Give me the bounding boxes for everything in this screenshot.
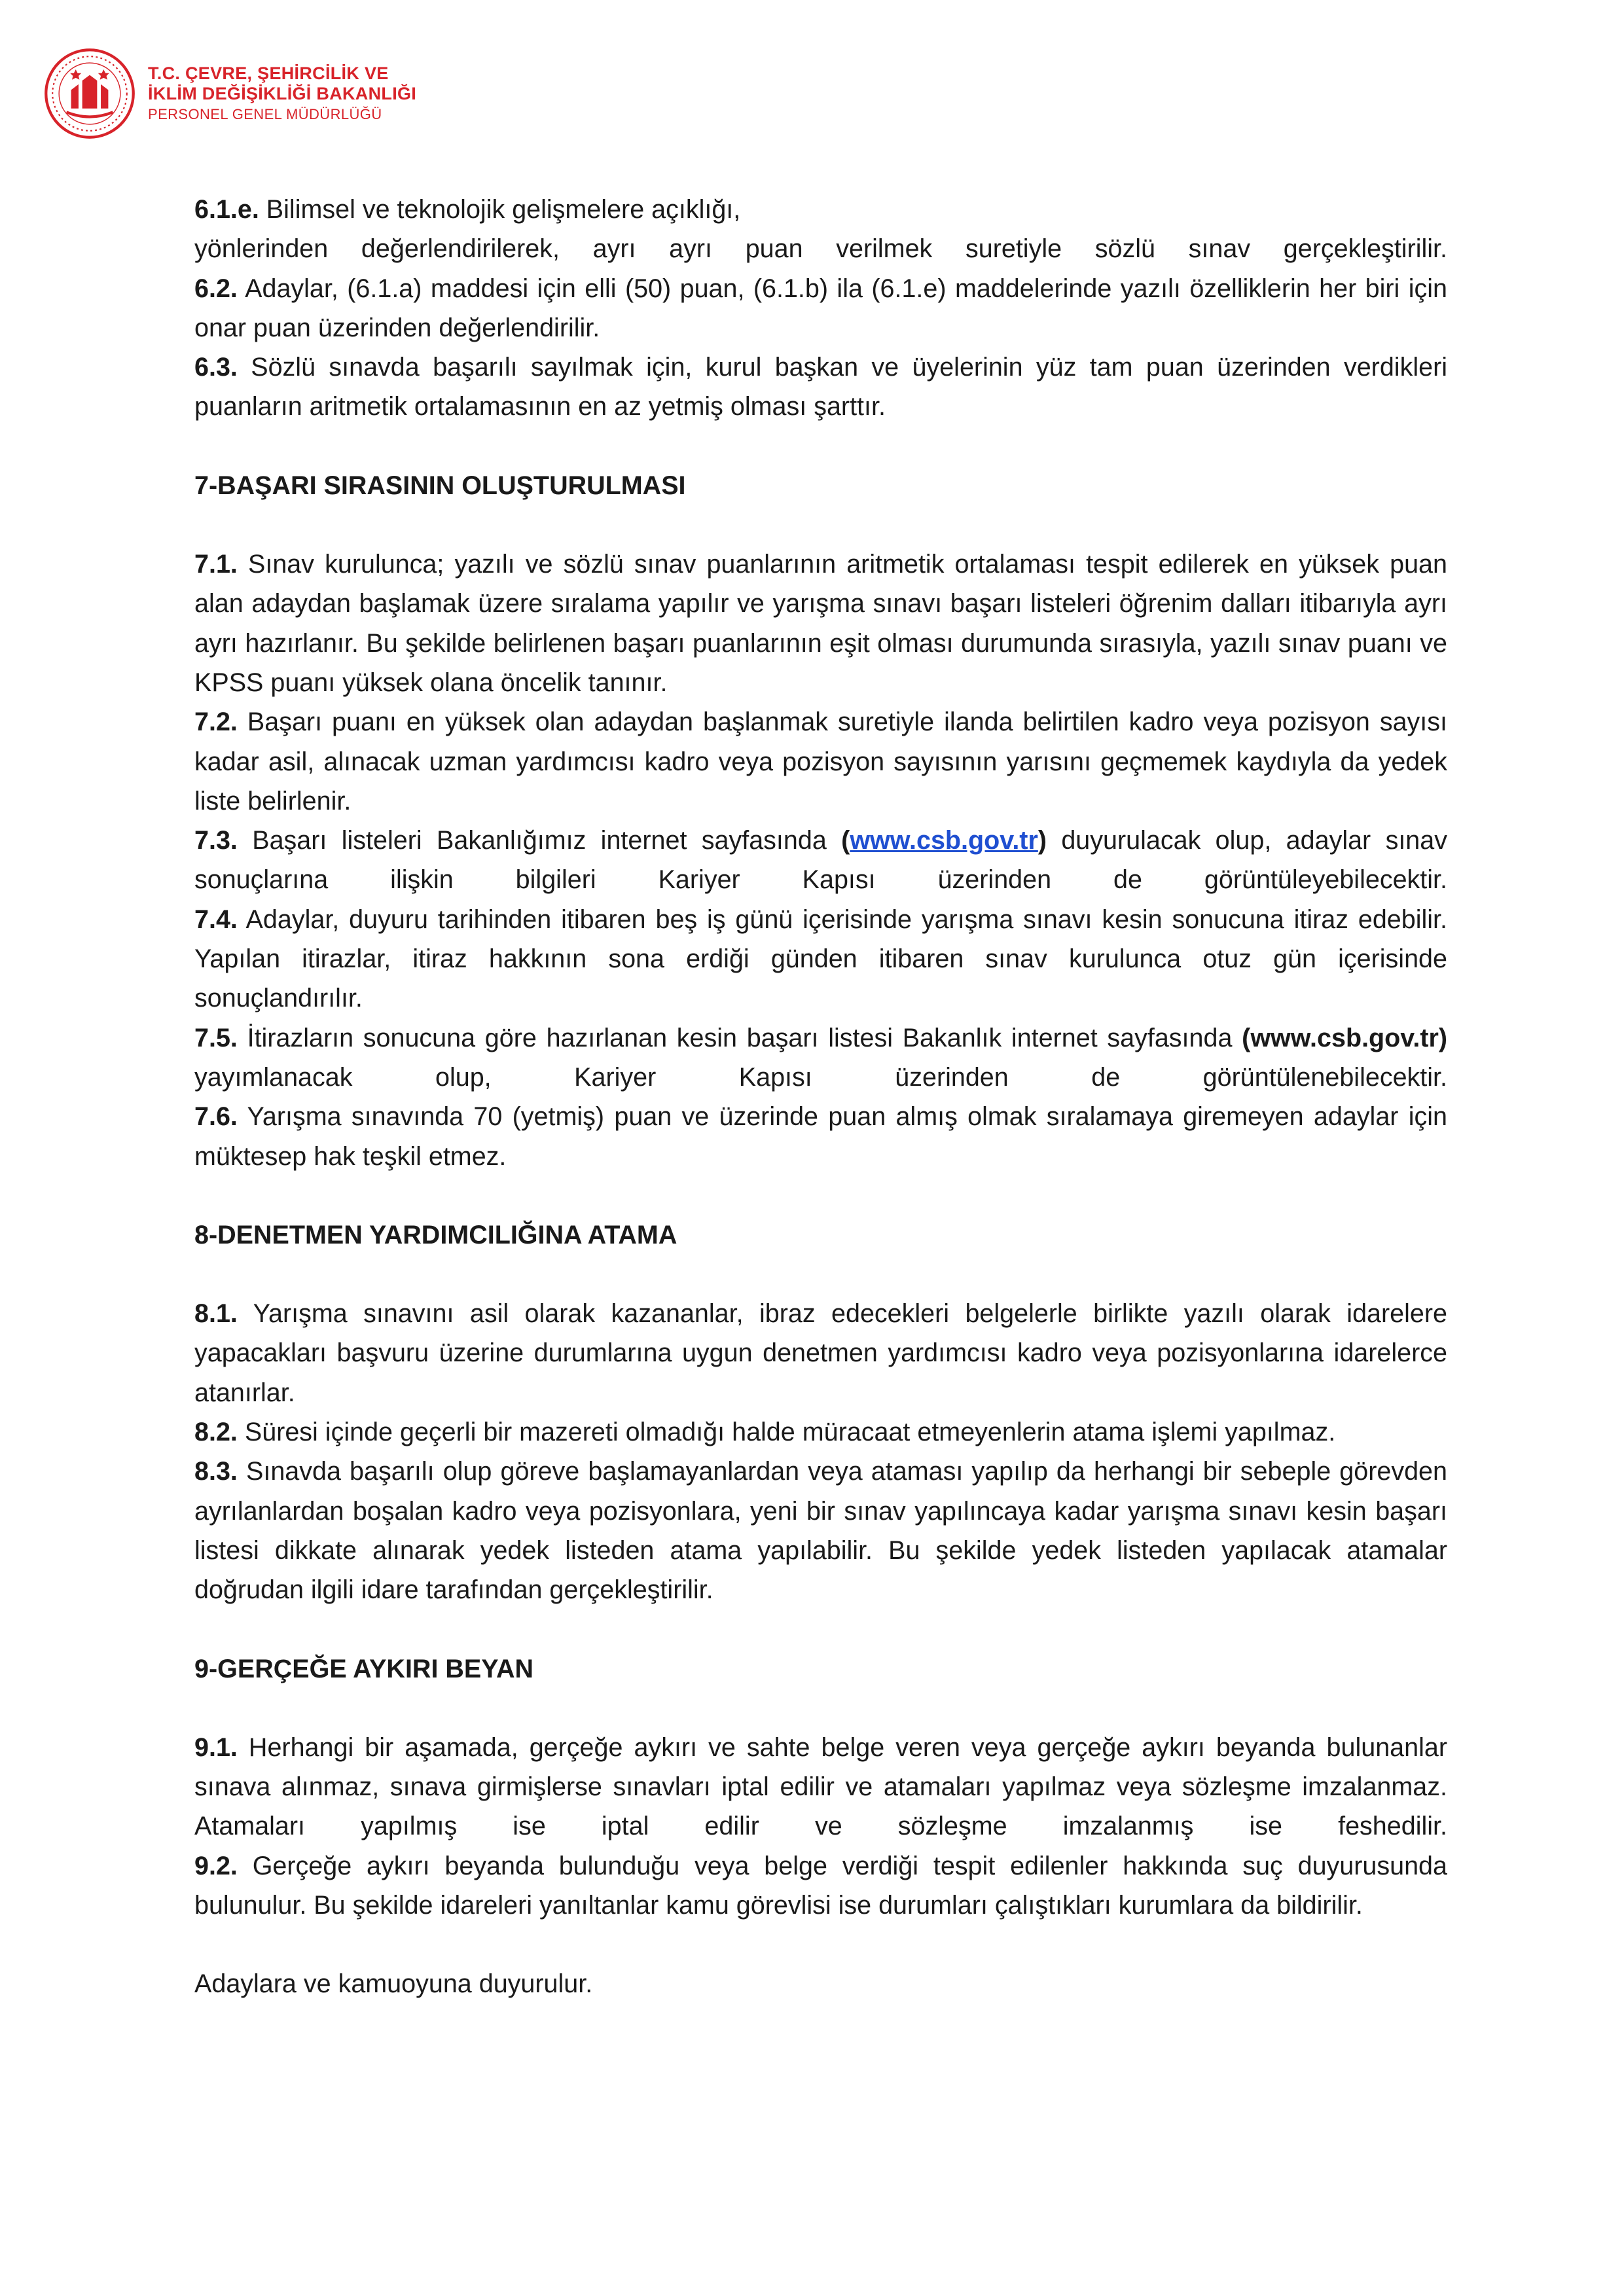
- paragraph-8-2: [194, 1412, 1447, 1452]
- clause-number: 6.1.e.: [194, 195, 259, 224]
- paren-open: (: [841, 826, 850, 855]
- clause-text: Sınav kurulunca; yazılı ve sözlü sınav puanlarının aritmetik ortalaması tespit edilerek en yüksek puan alan adaydan başlamak üzere sıralama yapılır ve yarışma sınavı başarı listeleri öğrenim dalları itibarıyla ayrı ayrı hazırlanır. Bu şekilde belirlenen başarı puanlarının eşit olması durumunda sırasıyla, yazılı sınav puanı ve KPSS puanı yüksek olana öncelik tanınır.: [194, 550, 1447, 697]
- clause-number: 7.5.: [194, 1023, 238, 1052]
- section-heading-9: 9-GERÇEĞE AYKIRI BEYAN: [194, 1654, 534, 1683]
- clause-number: 7.3.: [194, 826, 238, 855]
- paragraph-7-5: [194, 1018, 1447, 1098]
- document-body: [194, 190, 1447, 2004]
- clause-number: 7.2.: [194, 708, 238, 737]
- clause-number: 8.3.: [194, 1457, 238, 1486]
- clause-text: Adaylar, (6.1.a) maddesi için elli (50) puan, (6.1.b) ila (6.1.e) maddelerinde yazılı özelliklerin her biri için onar puan üzerinden değerlendirilir.: [194, 274, 1447, 342]
- clause-text: Sınavda başarılı olup göreve başlamayanlardan veya ataması yapılıp da herhangi bir sebeple görevden ayrılanlardan boşalan kadro veya pozisyonlara, yeni bir sınav yapılıncaya kadar yarışma sınavı kesin başarı listesi dikkate alınarak yedek listeden atama yapılabilir. Bu şekilde yedek listeden yapılacak atamalar doğrudan ilgili idare tarafından gerçekleştirilir.: [194, 1457, 1447, 1605]
- paragraph-7-4: [194, 900, 1447, 1018]
- csb-website-text: (www.csb.gov.tr): [1242, 1023, 1447, 1052]
- paren-close: ): [1038, 826, 1047, 855]
- paragraph-7-1: [194, 545, 1447, 702]
- clause-number: 8.2.: [194, 1418, 238, 1447]
- closing-statement: Adaylara ve kamuoyuna duyurulur.: [194, 1969, 593, 1999]
- paragraph-6-1-cont: yönlerinden değerlendirilerek, ayrı ayrı puan verilmek suretiyle sözlü sınav gerçekleştirilir.: [194, 234, 1447, 264]
- clause-text: Başarı listeleri Bakanlığımız internet sayfasında: [237, 826, 842, 855]
- paragraph-7-2: [194, 702, 1447, 821]
- clause-text: Sözlü sınavda başarılı sayılmak için, kurul başkan ve üyelerinin yüz tam puan üzerinden verdikleri puanların aritmetik ortalamasının en az yetmiş olması şarttır.: [194, 353, 1447, 422]
- ministry-header: [43, 47, 416, 140]
- clause-number: 7.1.: [194, 550, 238, 579]
- paragraph-9-1: [194, 1728, 1447, 1846]
- csb-website-link[interactable]: www.csb.gov.tr: [850, 826, 1038, 855]
- section-heading-8: 8-DENETMEN YARDIMCILIĞINA ATAMA: [194, 1220, 677, 1249]
- paragraph-6-1-e: [194, 190, 1447, 229]
- clause-text: Gerçeğe aykırı beyanda bulunduğu veya belge verdiği tespit edilenler hakkında suç duyurusunda bulunulur. Bu şekilde idareleri yanıltanlar kamu görevlisi ise durumları çalıştıkları kurumlara da bildirilir.: [194, 1851, 1447, 1920]
- clause-text: yayımlanacak olup, Kariyer Kapısı üzerinden de görüntülenebilecektir.: [194, 1062, 1447, 1092]
- ministry-name-line1: T.C. ÇEVRE, ŞEHİRCİLİK VE: [148, 63, 389, 83]
- clause-text: İtirazların sonucuna göre hazırlanan kesin başarı listesi Bakanlık internet sayfasında: [237, 1023, 1242, 1052]
- clause-text: Bilimsel ve teknolojik gelişmelere açıklığı,: [259, 195, 741, 224]
- clause-number: 7.4.: [194, 905, 238, 934]
- clause-text: Yarışma sınavını asil olarak kazananlar, ibraz edecekleri belgelerle birlikte yazılı olarak idarelere yapacakları başvuru üzerine durumlarına uygun denetmen yardımcısı kadro veya pozisyonlarına idarelerce atanırlar.: [194, 1299, 1447, 1407]
- clause-number: 8.1.: [194, 1299, 238, 1329]
- paragraph-7-6: [194, 1097, 1447, 1176]
- paragraph-6-3: [194, 348, 1447, 427]
- clause-text: duyurulacak olup, adaylar sınav sonuçlarına ilişkin bilgileri Kariyer Kapısı üzerinden de görüntüleyebilecektir.: [194, 826, 1447, 895]
- clause-text: Başarı puanı en yüksek olan adaydan başlanmak suretiyle ilanda belirtilen kadro veya pozisyon sayısı kadar asil, alınacak uzman yardımcısı kadro veya pozisyon sayısının yarısını geçmemek kaydıyla da yedek liste belirlenir.: [194, 708, 1447, 816]
- directorate-name: PERSONEL GENEL MÜDÜRLÜĞÜ: [148, 105, 382, 122]
- paragraph-8-3: [194, 1452, 1447, 1609]
- ministry-name-line2: İKLİM DEĞİŞİKLİĞİ BAKANLIĞI: [148, 83, 417, 103]
- clause-text: Süresi içinde geçerli bir mazereti olmadığı halde müracaat etmeyenlerin atama işlemi yapılmaz.: [237, 1418, 1336, 1447]
- clause-number: 9.1.: [194, 1732, 238, 1762]
- clause-text: Herhangi bir aşamada, gerçeğe aykırı ve sahte belge veren veya gerçeğe aykırı beyanda bulunanlar sınava alınmaz, sınava girmişlerse sınavları iptal edilir ve atamaları yapılmaz veya sözleşme imzalanmaz. Atamaları yapılmış ise iptal edilir ve sözleşme imzalanmış ise feshedilir.: [194, 1732, 1447, 1841]
- clause-number: 6.3.: [194, 353, 238, 382]
- clause-text: Yarışma sınavında 70 (yetmiş) puan ve üzerinde puan almış olmak sıralamaya giremeyen adaylar için müktesep hak teşkil etmez.: [194, 1102, 1447, 1171]
- paragraph-9-2: [194, 1846, 1447, 1926]
- paragraph-7-3: [194, 821, 1447, 900]
- clause-number: 7.6.: [194, 1102, 238, 1132]
- clause-text: Adaylar, duyuru tarihinden itibaren beş iş günü içerisinde yarışma sınavı kesin sonucuna itiraz edebilir. Yapılan itirazlar, itiraz hakkının sona erdiği günden itibaren sınav kurulunca otuz gün içerisinde sonuçlandırılır.: [194, 905, 1447, 1013]
- section-heading-7: 7-BAŞARI SIRASININ OLUŞTURULMASI: [194, 471, 686, 500]
- paragraph-6-2: [194, 269, 1447, 348]
- ministry-logo-icon: [43, 47, 136, 140]
- clause-number: 9.2.: [194, 1851, 238, 1880]
- clause-number: 6.2.: [194, 274, 238, 303]
- paragraph-8-1: [194, 1294, 1447, 1412]
